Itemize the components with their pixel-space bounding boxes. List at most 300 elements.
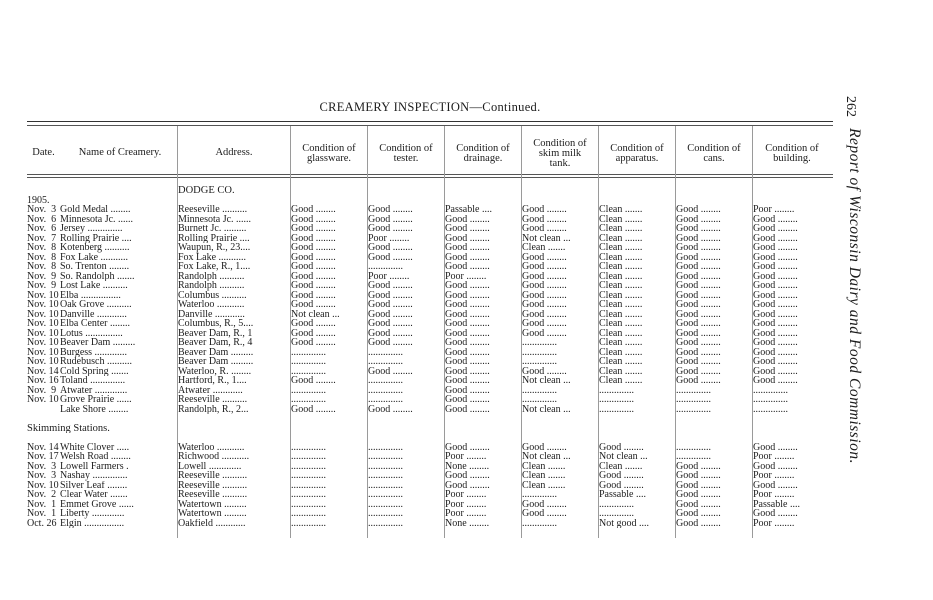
table-cell: Good ........ bbox=[522, 271, 567, 281]
column-header-line: Address. bbox=[215, 147, 253, 158]
table-row bbox=[27, 338, 830, 348]
spacer-row bbox=[27, 414, 830, 424]
table-cell: .............. bbox=[522, 347, 557, 357]
table-cell: .............. bbox=[676, 404, 711, 414]
table-cell: .............. bbox=[291, 357, 326, 367]
table-cell: Good ........ bbox=[753, 252, 798, 262]
table-row bbox=[27, 234, 830, 244]
table-row bbox=[27, 443, 830, 453]
table-cell: Not clean ... bbox=[291, 309, 340, 319]
table-row bbox=[27, 519, 830, 529]
table-cell: Good ........ bbox=[753, 328, 798, 338]
column-header bbox=[178, 148, 290, 158]
table-cell: .............. bbox=[368, 347, 403, 357]
table-cell: .............. bbox=[291, 395, 326, 405]
table-cell: Passable .... bbox=[445, 205, 492, 215]
table-cell: Good ........ bbox=[753, 509, 798, 519]
table-cell: Good ........ bbox=[368, 328, 413, 338]
table-cell: Clean ....... bbox=[599, 205, 643, 215]
table-cell: Nov. 10 bbox=[27, 357, 59, 367]
table-cell: Hartford, R., 1.... bbox=[178, 376, 247, 386]
table-cell: Minnesota Jc. ...... bbox=[178, 214, 252, 224]
table-cell: Poor ........ bbox=[753, 471, 795, 481]
side-running-title: Report of Wisconsin Dairy and Food Commission. bbox=[846, 128, 863, 465]
table-cell: .............. bbox=[291, 480, 326, 490]
table-cell: Elgin ................ bbox=[60, 518, 125, 528]
table-cell: Clean ....... bbox=[522, 243, 566, 253]
table-row bbox=[27, 367, 830, 377]
table-cell: Good ........ bbox=[676, 461, 721, 471]
table-row bbox=[27, 262, 830, 272]
table-cell: Not clean ... bbox=[522, 233, 571, 243]
table-cell: Good ........ bbox=[445, 442, 490, 452]
table-cell: Good ........ bbox=[445, 243, 490, 253]
table-cell: Poor ........ bbox=[753, 490, 795, 500]
table-row bbox=[27, 310, 830, 320]
table-cell: Clean ....... bbox=[599, 252, 643, 262]
table-cell: Randolph .......... bbox=[178, 281, 245, 291]
table-cell: Clean ....... bbox=[599, 347, 643, 357]
table-cell: Good ........ bbox=[445, 309, 490, 319]
table-cell: Lowell ............. bbox=[178, 461, 242, 471]
table-cell: Passable .... bbox=[753, 499, 800, 509]
table-cell: Reeseville .......... bbox=[178, 480, 248, 490]
table-cell: .............. bbox=[291, 471, 326, 481]
column-header-line: Condition of bbox=[533, 138, 587, 149]
column-header-line: Condition of bbox=[610, 143, 664, 154]
table-cell: Good ........ bbox=[368, 214, 413, 224]
table-cell: Nov. 14 bbox=[27, 442, 59, 452]
inspection-table bbox=[27, 186, 830, 528]
table-cell: Nov. 10 bbox=[27, 347, 59, 357]
table-cell: Good ........ bbox=[368, 309, 413, 319]
table-cell: Good ........ bbox=[753, 262, 798, 272]
table-cell: Oct. 26 bbox=[27, 518, 57, 528]
table-cell: Clean ....... bbox=[599, 243, 643, 253]
table-cell: Fox Lake ........... bbox=[60, 252, 129, 262]
table-cell: Good ........ bbox=[753, 300, 798, 310]
table-cell: Good ........ bbox=[445, 252, 490, 262]
table-cell: Grove Prairie ...... bbox=[60, 395, 132, 405]
table-cell: Good ........ bbox=[676, 205, 721, 215]
table-cell: Good ........ bbox=[676, 366, 721, 376]
table-row bbox=[27, 329, 830, 339]
table-cell: Richwood ........... bbox=[178, 452, 250, 462]
table-cell: White Clover ..... bbox=[60, 442, 130, 452]
table-cell: Good ........ bbox=[445, 319, 490, 329]
table-cell: Good ........ bbox=[599, 471, 644, 481]
table-cell: Clean ....... bbox=[522, 480, 566, 490]
table-cell: .............. bbox=[522, 395, 557, 405]
table-cell: Good ........ bbox=[676, 319, 721, 329]
table-cell: Good ........ bbox=[291, 224, 336, 234]
table-cell: Good ........ bbox=[445, 328, 490, 338]
table-cell: .............. bbox=[368, 518, 403, 528]
table-cell: Jersey .............. bbox=[60, 224, 123, 234]
column-header-line: Condition of bbox=[302, 143, 356, 154]
table-cell: Good ........ bbox=[676, 490, 721, 500]
table-row bbox=[27, 205, 830, 215]
table-cell: Lost Lake .......... bbox=[60, 281, 128, 291]
column-header bbox=[445, 144, 521, 164]
table-cell: Clean ....... bbox=[599, 290, 643, 300]
table-cell: .............. bbox=[368, 490, 403, 500]
table-cell: None ........ bbox=[445, 518, 490, 528]
table-cell: .............. bbox=[676, 385, 711, 395]
table-cell: Clean ....... bbox=[599, 461, 643, 471]
table-cell: Poor ........ bbox=[445, 490, 487, 500]
table-cell: Good ........ bbox=[753, 357, 798, 367]
table-cell: Good ........ bbox=[753, 214, 798, 224]
column-header-line: Name of Creamery. bbox=[78, 147, 162, 158]
table-row bbox=[27, 281, 830, 291]
table-cell: Good ........ bbox=[599, 442, 644, 452]
table-cell: .............. bbox=[368, 395, 403, 405]
table-cell: .............. bbox=[676, 395, 711, 405]
table-cell: Good ........ bbox=[753, 319, 798, 329]
table-cell: Good ........ bbox=[445, 395, 490, 405]
table-row bbox=[27, 452, 830, 462]
table-cell: .............. bbox=[522, 338, 557, 348]
table-row bbox=[27, 481, 830, 491]
table-cell: .............. bbox=[522, 385, 557, 395]
table-cell: Randolph .......... bbox=[178, 271, 245, 281]
table-cell: .............. bbox=[599, 404, 634, 414]
table-cell: Good ........ bbox=[291, 281, 336, 291]
table-cell: Good ........ bbox=[753, 338, 798, 348]
table-cell: Good ........ bbox=[522, 290, 567, 300]
table-cell: Good ........ bbox=[445, 385, 490, 395]
column-header bbox=[27, 148, 60, 158]
table-cell: Good ........ bbox=[445, 347, 490, 357]
table-row bbox=[27, 272, 830, 282]
table-cell: Good ........ bbox=[676, 357, 721, 367]
table-row bbox=[27, 291, 830, 301]
table-cell: Good ........ bbox=[676, 509, 721, 519]
side-page-number: 262 bbox=[843, 96, 858, 117]
table-cell: Atwater ............ bbox=[178, 385, 243, 395]
table-cell: Nov. 3 bbox=[27, 205, 57, 215]
table-cell: Good ........ bbox=[445, 281, 490, 291]
table-cell: Silver Leaf ........ bbox=[60, 480, 128, 490]
table-cell: Randolph, R., 2... bbox=[178, 404, 249, 414]
table-cell: Good ........ bbox=[522, 499, 567, 509]
table-cell: Good ........ bbox=[676, 290, 721, 300]
table-cell: Nov. 9 bbox=[27, 271, 57, 281]
table-cell: Nov. 6 bbox=[27, 214, 57, 224]
year-label: 1905. bbox=[27, 195, 50, 205]
column-header-line: tester. bbox=[393, 153, 419, 164]
table-cell: Good ........ bbox=[291, 252, 336, 262]
table-cell: Good ........ bbox=[676, 281, 721, 291]
table-cell: Columbus .......... bbox=[178, 290, 247, 300]
spacer-row bbox=[27, 433, 830, 443]
table-row bbox=[27, 319, 830, 329]
table-cell: .............. bbox=[676, 452, 711, 462]
table-cell: Rolling Prairie .... bbox=[60, 233, 132, 243]
table-cell: Good ........ bbox=[753, 271, 798, 281]
table-cell: .............. bbox=[753, 404, 788, 414]
table-cell: Fox Lake, R., 1.... bbox=[178, 262, 251, 272]
table-cell: Nov. 10 bbox=[27, 300, 59, 310]
spacer-cell bbox=[27, 433, 830, 443]
table-cell: Rudebusch .......... bbox=[60, 357, 132, 367]
table-cell: Not clean ... bbox=[522, 452, 571, 462]
table-row bbox=[27, 348, 830, 358]
table-cell: Good ........ bbox=[522, 205, 567, 215]
table-cell: Rolling Prairie .... bbox=[178, 233, 250, 243]
table-cell: .............. bbox=[368, 499, 403, 509]
table-cell: .............. bbox=[291, 385, 326, 395]
table-cell: Reeseville .......... bbox=[178, 490, 248, 500]
table-row bbox=[27, 215, 830, 225]
table-cell: .............. bbox=[368, 461, 403, 471]
table-cell: Elba Center ........ bbox=[60, 319, 130, 329]
table-cell: .............. bbox=[753, 395, 788, 405]
table-cell: .............. bbox=[599, 395, 634, 405]
table-cell: .............. bbox=[368, 471, 403, 481]
table-cell: Waterloo ........... bbox=[178, 442, 245, 452]
table-cell: .............. bbox=[368, 262, 403, 272]
table-cell: Waupun, R., 23.... bbox=[178, 243, 251, 253]
column-header bbox=[62, 148, 178, 158]
table-cell: Nov. 1 bbox=[27, 499, 57, 509]
table-cell: Waterloo, R. ........ bbox=[178, 366, 252, 376]
table-cell: Watertown ......... bbox=[178, 499, 247, 509]
table-cell: Clean ....... bbox=[599, 328, 643, 338]
table-cell: .............. bbox=[291, 461, 326, 471]
table-cell: Nov. 10 bbox=[27, 319, 59, 329]
table-cell: Danville ............ bbox=[60, 309, 127, 319]
table-cell: Good ........ bbox=[676, 376, 721, 386]
section-heading: Skimming Stations. bbox=[27, 423, 110, 433]
table-cell: Clean ....... bbox=[599, 366, 643, 376]
table-row bbox=[27, 357, 830, 367]
column-header-line: drainage. bbox=[463, 153, 503, 164]
table-cell: Good ........ bbox=[368, 243, 413, 253]
table-cell: Nov. 3 bbox=[27, 471, 57, 481]
table-cell: Burgess ............. bbox=[60, 347, 128, 357]
table-cell: None ........ bbox=[445, 461, 490, 471]
header-rule bbox=[27, 174, 833, 175]
table-cell: .............. bbox=[291, 452, 326, 462]
table-cell: Good ........ bbox=[753, 233, 798, 243]
column-header-line: Condition of bbox=[456, 143, 510, 154]
column-header bbox=[368, 144, 444, 164]
column-header bbox=[291, 144, 367, 164]
table-cell: .............. bbox=[291, 518, 326, 528]
table-cell: Good ........ bbox=[599, 480, 644, 490]
table-cell: .............. bbox=[599, 385, 634, 395]
table-cell: Good ........ bbox=[291, 233, 336, 243]
table-cell: Nashay .............. bbox=[60, 471, 128, 481]
table-cell: Good ........ bbox=[676, 328, 721, 338]
table-cell: Nov. 8 bbox=[27, 262, 57, 272]
table-cell: Welsh Road ........ bbox=[60, 452, 131, 462]
table-cell: .............. bbox=[368, 480, 403, 490]
table-cell: Good ........ bbox=[522, 509, 567, 519]
table-row bbox=[27, 405, 830, 415]
table-cell: .............. bbox=[291, 490, 326, 500]
table-cell: Good ........ bbox=[291, 376, 336, 386]
table-cell: .............. bbox=[522, 490, 557, 500]
table-cell: .............. bbox=[291, 509, 326, 519]
table-cell: Good ........ bbox=[522, 252, 567, 262]
table-cell: .............. bbox=[676, 442, 711, 452]
table-cell: Good ........ bbox=[753, 290, 798, 300]
table-cell: Good ........ bbox=[291, 205, 336, 215]
table-cell: Reeseville .......... bbox=[178, 395, 248, 405]
table-cell: Poor ........ bbox=[445, 509, 487, 519]
table-cell: Poor ........ bbox=[445, 271, 487, 281]
table-cell: Nov. 7 bbox=[27, 233, 57, 243]
table-cell: Oak Grove .......... bbox=[60, 300, 132, 310]
table-row bbox=[27, 509, 830, 519]
column-header-line: glassware. bbox=[306, 153, 352, 164]
table-cell: Good ........ bbox=[676, 499, 721, 509]
table-cell: Good ........ bbox=[522, 214, 567, 224]
table-row bbox=[27, 490, 830, 500]
table-cell: .............. bbox=[368, 357, 403, 367]
table-cell: Nov. 14 bbox=[27, 366, 59, 376]
table-cell: Nov. 10 bbox=[27, 309, 59, 319]
table-cell: Beaver Dam, R., 4 bbox=[178, 338, 253, 348]
table-cell: Nov. 8 bbox=[27, 243, 57, 253]
table-cell: Good ........ bbox=[676, 252, 721, 262]
table-cell: .............. bbox=[753, 385, 788, 395]
table-cell: Good ........ bbox=[676, 233, 721, 243]
table-cell: Liberty ............. bbox=[60, 509, 125, 519]
table-cell: Minnesota Jc. ...... bbox=[60, 214, 134, 224]
table-cell: Good ........ bbox=[676, 243, 721, 253]
table-cell: Good ........ bbox=[368, 205, 413, 215]
table-cell: Nov. 10 bbox=[27, 480, 59, 490]
column-header bbox=[753, 144, 831, 164]
table-cell: Danville ............ bbox=[178, 309, 245, 319]
table-cell: Good ........ bbox=[445, 404, 490, 414]
table-cell: Clean ....... bbox=[599, 319, 643, 329]
table-cell: So. Randolph ....... bbox=[60, 271, 135, 281]
table-cell: Good ........ bbox=[291, 243, 336, 253]
table-row bbox=[27, 300, 830, 310]
county-heading: DODGE CO. bbox=[178, 186, 235, 196]
table-cell: Clean ....... bbox=[599, 271, 643, 281]
table-cell: Waterloo ........... bbox=[178, 300, 245, 310]
table-cell: Good ........ bbox=[445, 480, 490, 490]
table-cell: .............. bbox=[368, 376, 403, 386]
table-cell: .............. bbox=[368, 442, 403, 452]
table-cell: .............. bbox=[368, 452, 403, 462]
table-cell: Good ........ bbox=[753, 347, 798, 357]
table-cell: Good ........ bbox=[445, 233, 490, 243]
table-cell: Good ........ bbox=[445, 338, 490, 348]
table-cell: Poor ........ bbox=[753, 205, 795, 215]
table-cell: Reeseville .......... bbox=[178, 471, 248, 481]
county-heading-row bbox=[27, 186, 830, 196]
table-row bbox=[27, 253, 830, 263]
table-cell: Not good .... bbox=[599, 518, 649, 528]
table-cell: Good ........ bbox=[676, 300, 721, 310]
table-cell: Nov. 2 bbox=[27, 490, 57, 500]
table-cell: Nov. 10 bbox=[27, 328, 59, 338]
table-row bbox=[27, 500, 830, 510]
table-cell: Fox Lake ........... bbox=[178, 252, 247, 262]
table-cell: Good ........ bbox=[522, 224, 567, 234]
column-header-line: Date. bbox=[32, 147, 55, 158]
table-cell: Clear Water ....... bbox=[60, 490, 128, 500]
table-cell: Good ........ bbox=[291, 338, 336, 348]
table-cell: Good ........ bbox=[291, 319, 336, 329]
table-cell: Good ........ bbox=[445, 471, 490, 481]
table-cell: Good ........ bbox=[522, 442, 567, 452]
table-cell: Good ........ bbox=[753, 480, 798, 490]
table-cell: Clean ....... bbox=[599, 338, 643, 348]
table-cell: Clean ....... bbox=[599, 309, 643, 319]
table-cell: Nov. 10 bbox=[27, 395, 59, 405]
table-cell: Lowell Farmers . bbox=[60, 461, 129, 471]
year-label-row bbox=[27, 196, 830, 206]
table-cell: Atwater ............. bbox=[60, 385, 128, 395]
table-cell: Good ........ bbox=[522, 328, 567, 338]
table-cell: Clean ....... bbox=[599, 376, 643, 386]
empty-cell bbox=[60, 186, 178, 196]
table-cell: Clean ....... bbox=[599, 281, 643, 291]
table-cell: .............. bbox=[291, 366, 326, 376]
table-cell: Burnett Jc. ......... bbox=[178, 224, 247, 234]
table-cell: Nov. 17 bbox=[27, 452, 59, 462]
table-cell: Good ........ bbox=[291, 262, 336, 272]
table-cell: .............. bbox=[522, 518, 557, 528]
table-row bbox=[27, 471, 830, 481]
table-cell: Good ........ bbox=[368, 224, 413, 234]
table-cell: Good ........ bbox=[445, 214, 490, 224]
table-cell: Good ........ bbox=[445, 262, 490, 272]
column-header-line: Condition of bbox=[687, 143, 741, 154]
table-cell: Good ........ bbox=[676, 309, 721, 319]
table-cell: Clean ....... bbox=[599, 233, 643, 243]
table-cell: Good ........ bbox=[753, 224, 798, 234]
table-cell: .............. bbox=[368, 509, 403, 519]
table-cell: Good ........ bbox=[676, 347, 721, 357]
table-cell: Good ........ bbox=[291, 271, 336, 281]
table-cell: Clean ....... bbox=[599, 357, 643, 367]
table-cell: .............. bbox=[522, 357, 557, 367]
table-cell: Good ........ bbox=[676, 480, 721, 490]
table-cell: Good ........ bbox=[676, 224, 721, 234]
table-cell: So. Trenton ........ bbox=[60, 262, 130, 272]
table-row bbox=[27, 243, 830, 253]
column-header-line: skim milk bbox=[538, 148, 582, 159]
table-cell: Good ........ bbox=[753, 366, 798, 376]
table-cell: Lotus ............... bbox=[60, 328, 123, 338]
table-cell: Good ........ bbox=[291, 328, 336, 338]
column-header-line: Condition of bbox=[765, 143, 819, 154]
table-cell: Good ........ bbox=[368, 404, 413, 414]
table-cell: Good ........ bbox=[522, 366, 567, 376]
table-cell: Poor ........ bbox=[368, 233, 410, 243]
empty-cell bbox=[27, 186, 60, 196]
table-cell: Nov. 10 bbox=[27, 338, 59, 348]
table-cell: Cold Spring ....... bbox=[60, 366, 129, 376]
table-cell: Clean ....... bbox=[599, 262, 643, 272]
table-cell: Not clean ... bbox=[522, 376, 571, 386]
table-cell: Good ........ bbox=[753, 281, 798, 291]
table-cell: Good ........ bbox=[522, 319, 567, 329]
table-cell: Nov. 6 bbox=[27, 224, 57, 234]
table-cell: Good ........ bbox=[445, 376, 490, 386]
table-cell: Good ........ bbox=[445, 224, 490, 234]
table-cell: Good ........ bbox=[522, 309, 567, 319]
